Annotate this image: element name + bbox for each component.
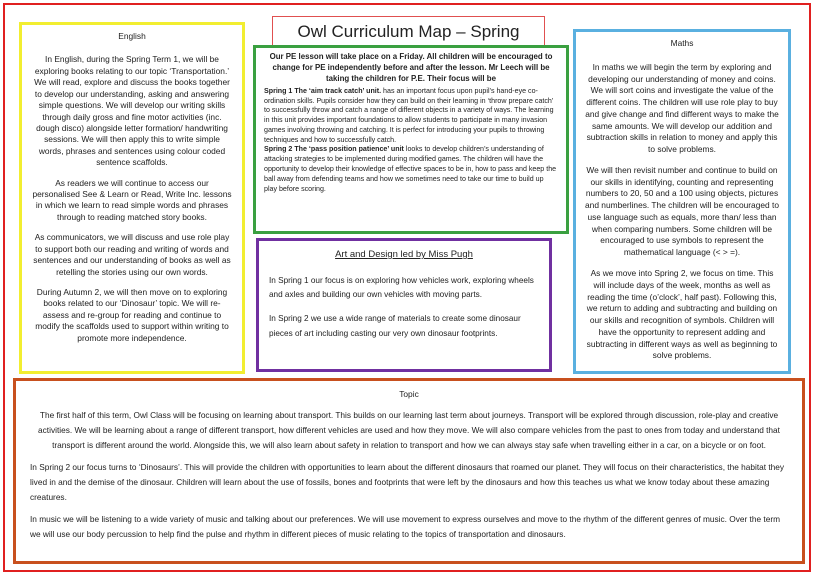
topic-paragraph-2: In Spring 2 our focus turns to ‘Dinosaurs’. This will provide the children with opportunities to learn about the different dinosaurs that roamed our planet. They will focus on their characteristics, the habitat they lived in and the demise of the dinosaur. Children will learn about the use of fossils, bones and footprints that were left by the dinosaurs and how this teaches us what we know today about these amazing creatures. — [30, 461, 785, 502]
maths-section — [573, 29, 791, 374]
pe-section — [253, 45, 569, 234]
topic-paragraph-3: In music we will be listening to a wide variety of music and talking about our preferences. We will use movement to express ourselves and move to the rhythm of the different genres of music. Over the term we will use our body percussion to help find the pulse and rhythm in different pieces of music relating to the topics of transportation and dinosaurs. — [30, 513, 780, 539]
english-paragraph-2: As readers we will continue to access our personalised See & Learn or Read, Write Inc. lessons in which we learn to read simple words and phrases through to reading matched story books. — [32, 177, 232, 222]
english-paragraph-3: As communicators, we will discuss and use role play to support both our reading and writing of words and sentences and our understanding of books as well as retelling the stories using our own words. — [33, 232, 231, 277]
art-section — [256, 238, 552, 372]
pe-unit-2 — [264, 145, 558, 194]
maths-paragraph-3: As we move into Spring 2, we focus on time. This will include days of the week, months as well as reading the time (o’clock’, half past). Following this, we return to adding and subtracting and building on our skills and recognition of symbols. Children will have the opportunity to represent adding and subtracting in different ways as well as beginning to solve problems. — [586, 268, 778, 361]
pe-unit-2-text: looks to develop children’s understanding of attacking strategies to be implemented during modified games. The children will have the opportunity to develop their knowledge of effective spaces to be in, how to pass and keep the ball away from defending teams and how we sometimes need to take our time to build up play before scoring. — [264, 145, 557, 193]
english-heading: English — [118, 31, 146, 41]
topic-paragraph-1: The first half of this term, Owl Class will be focusing on learning about transport. This builds on our learning last term about journeys. Transport will be explored through discussion, role-play and creative activities. We will be learning about a range of different transport, how different vehicles are used and how they move. We will also compare vehicles from the past to ones from today and understand that transport is different around the world. Alongside this, we will also learn about safety in relation to transport and how we can always stay safe when travelling either in a car, on a bicycle or on foot. — [38, 410, 780, 450]
pe-unit-1-title: Spring 1 The ‘aim track catch’ unit. — [264, 86, 382, 95]
english-paragraph-1: In English, during the Spring Term 1, we will be exploring books relating to our topic ‘Transportation.’ We will read, explore and discuss the books together to develop our understanding, asking and answering simple questions. We will develop our writing skills through daily gross and fine motor activities (inc. dough disco) alongside letter formation/ handwriting sessions. We will then apply this to write simple words, phrases and sentences using colour coded sentence scaffolds. — [34, 54, 230, 168]
pe-unit-2-title: Spring 2 The ‘pass position patience’ unit — [264, 145, 404, 154]
art-paragraph-1: In Spring 1 our focus is on exploring how vehicles work, exploring wheels and axles and building our own vehicles with moving parts. — [269, 275, 534, 299]
english-section — [19, 22, 245, 374]
page-title: Owl Curriculum Map – Spring — [272, 16, 545, 47]
pe-unit-1-text: has an important focus upon pupil’s hand-eye co-ordination skills. Pupils consider how they can build on their learning in ‘throw prepare catch’ to successfully throw and catch a range of different objects in a variety of ways. The learning in this unit provides important foundations to allow students to participate in many invasion games involving throwing and catching. It is perfect for introducing your pupils to throwing techniques and how to successfully catch. — [264, 86, 554, 144]
art-paragraph-2: In Spring 2 we use a wide range of materials to create some dinosaur pieces of art including casting our very own dinosaur footprints. — [269, 314, 521, 338]
maths-paragraph-2: We will then revisit number and continue to build on our skills in identifying, counting and representing numbers to 20, 50 and a 100 using objects, pictures and numberlines. The children will be encouraged to use language such as equals, more than/ less than when comparing numbers. Some children will be encouraged to use symbols to represent the mathematical language (< > =). — [585, 164, 779, 258]
pe-intro: Our PE lesson will take place on a Friday. All children will be encouraged to change for PE independently before and after the lesson. Mr Leech will be taking the children for P.E. Their focus will be — [269, 52, 553, 83]
english-paragraph-4: During Autumn 2, we will then move on to exploring books related to our ‘Dinosaur’ topic. We will re-assess and re-group for reading and continue to modify the scaffolds used to support within writing to promote more independence. — [35, 287, 229, 343]
pe-unit-1 — [264, 87, 558, 146]
maths-heading: Maths — [670, 38, 694, 48]
maths-paragraph-1: In maths we will begin the term by exploring and developing our understanding of money and coins. We will sort coins and investigate the value of the different coins. The children will use role play to buy and give change and find different ways to make the same amounts. We will develop our addition and subtraction skills in relation to money and apply this to solve problems. — [585, 61, 779, 155]
topic-section — [13, 378, 805, 564]
art-heading: Art and Design led by Miss Pugh — [335, 249, 473, 260]
topic-heading: Topic — [399, 389, 419, 399]
